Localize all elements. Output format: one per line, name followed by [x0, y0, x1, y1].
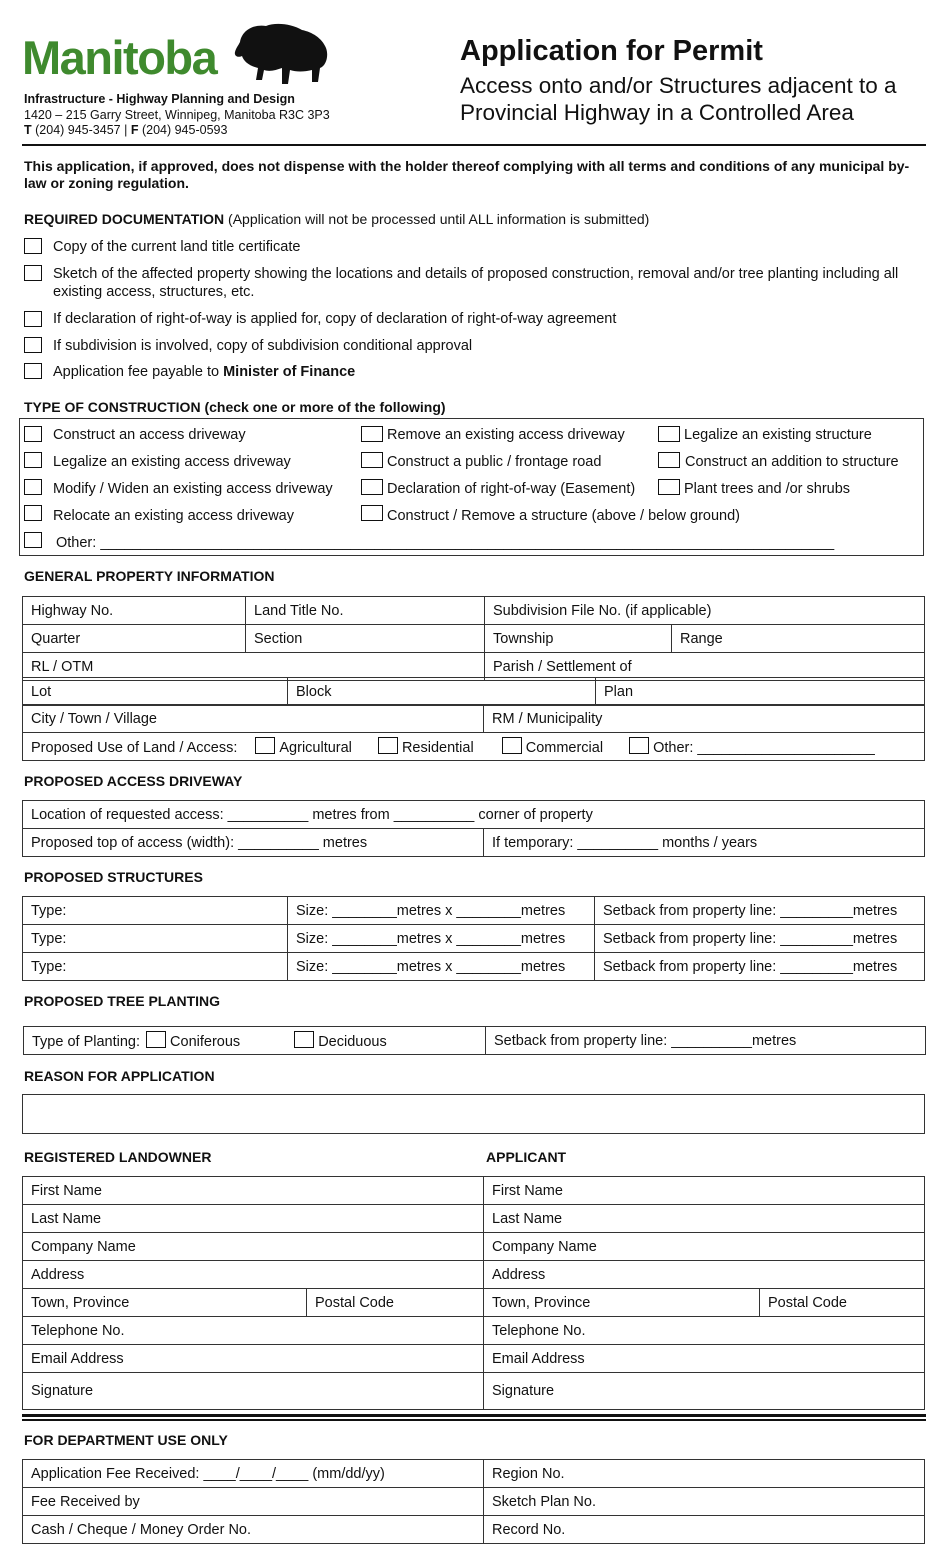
manitoba-logo-wordmark: Manitoba: [22, 31, 217, 84]
doc-item-fee: Application fee payable to Minister of Finance: [53, 364, 356, 380]
legal-notice: This application, if approved, does not dispense with the holder thereof complying with all terms and conditions of any municipal by-law or zoning regulation.: [24, 158, 910, 191]
construction-option: Relocate an existing access driveway: [53, 508, 294, 524]
construction-heading: TYPE OF CONSTRUCTION (check one or more of the following): [24, 399, 446, 415]
doc-item-subdivision: If subdivision is involved, copy of subdivision conditional approval: [53, 338, 473, 354]
checkbox-other[interactable]: [24, 532, 42, 548]
applicant-email[interactable]: Email Address: [484, 1345, 925, 1373]
structure-setback-field[interactable]: Setback from property line: _________metres: [595, 925, 925, 953]
structure-setback-field[interactable]: Setback from property line: _________metres: [595, 953, 925, 981]
property-heading: GENERAL PROPERTY INFORMATION: [24, 568, 275, 584]
planting-type-label: Type of Planting:: [32, 1034, 141, 1050]
construction-option: Plant trees and /or shrubs: [684, 481, 851, 497]
checkbox-easement[interactable]: [361, 479, 383, 495]
parish-field[interactable]: Parish / Settlement of: [485, 653, 925, 681]
form-title: Application for Permit: [460, 35, 763, 67]
property-table: [22, 596, 925, 681]
department-address: 1420 – 215 Garry Street, Winnipeg, Manitoba R3C 3P3: [24, 108, 330, 122]
landowner-signature[interactable]: Signature: [23, 1373, 484, 1410]
checkbox-subdivision[interactable]: [24, 337, 42, 353]
construction-option: Modify / Widen an existing access driveway: [53, 481, 333, 497]
header-divider: [22, 144, 926, 146]
checkbox-deciduous[interactable]: [294, 1031, 314, 1048]
construction-option: Declaration of right-of-way (Easement): [387, 481, 636, 497]
city-field[interactable]: City / Town / Village: [23, 705, 484, 733]
form-subtitle: Access onto and/or Structures adjacent to a Provincial Highway in a Controlled Area: [460, 73, 897, 125]
applicant-signature[interactable]: Signature: [484, 1373, 925, 1410]
dept-use-heading: FOR DEPARTMENT USE ONLY: [24, 1432, 228, 1448]
trees-setback-field[interactable]: Setback from property line: __________metres: [486, 1027, 926, 1055]
deciduous-label: Deciduous: [318, 1034, 387, 1050]
agricultural-label: Agricultural: [279, 740, 352, 756]
land-title-field[interactable]: Land Title No.: [246, 597, 485, 625]
construction-option: Construct an access driveway: [53, 427, 246, 443]
quarter-field[interactable]: Quarter: [23, 625, 246, 653]
checkbox-plant-trees[interactable]: [658, 479, 680, 495]
planting-type-row: [24, 1027, 486, 1055]
checkbox-legalize-structure[interactable]: [658, 426, 680, 442]
block-field[interactable]: Block: [288, 678, 596, 706]
rl-otm-field[interactable]: RL / OTM: [23, 653, 485, 681]
residential-label: Residential: [401, 740, 474, 756]
checkbox-modify-driveway[interactable]: [24, 479, 42, 495]
landowner-telephone[interactable]: Telephone No.: [23, 1317, 484, 1345]
checkbox-commercial[interactable]: [502, 737, 522, 754]
structure-type-field[interactable]: Type:: [23, 897, 288, 925]
fee-received-by-field[interactable]: Fee Received by: [23, 1488, 484, 1516]
section-divider: [22, 1419, 926, 1421]
applicant-town[interactable]: Town, Province: [484, 1289, 760, 1317]
construction-option: Construct / Remove a structure (above / below ground): [387, 508, 740, 524]
department-name: Infrastructure - Highway Planning and Design: [24, 92, 295, 106]
driveway-location-field[interactable]: Location of requested access: __________ metres from __________ corner of property: [23, 801, 925, 829]
applicant-postal[interactable]: Postal Code: [760, 1289, 925, 1317]
required-docs-heading: REQUIRED DOCUMENTATION (Application will not be processed until ALL information is submitted): [24, 211, 650, 227]
applicant-company[interactable]: Company Name: [484, 1233, 925, 1261]
proposed-use-label: Proposed Use of Land / Access:: [31, 740, 238, 756]
payment-number-field[interactable]: Cash / Cheque / Money Order No.: [23, 1516, 484, 1544]
range-field[interactable]: Range: [672, 625, 925, 653]
checkbox-right-of-way[interactable]: [24, 311, 42, 327]
structure-size-field[interactable]: Size: ________metres x ________metres: [288, 953, 595, 981]
landowner-first-name[interactable]: First Name: [23, 1177, 484, 1205]
structures-table: [22, 896, 925, 981]
region-no-field[interactable]: Region No.: [484, 1460, 925, 1488]
section-divider: [22, 1414, 926, 1417]
landowner-town[interactable]: Town, Province: [23, 1289, 307, 1317]
construction-option: Construct an addition to structure: [685, 454, 899, 470]
landowner-postal[interactable]: Postal Code: [307, 1289, 484, 1317]
fee-received-field[interactable]: Application Fee Received: ____/____/____ (mm/dd/yy): [23, 1460, 484, 1488]
trees-heading: PROPOSED TREE PLANTING: [24, 993, 221, 1009]
checkbox-fee[interactable]: [24, 363, 42, 379]
landowner-company[interactable]: Company Name: [23, 1233, 484, 1261]
driveway-temporary-field[interactable]: If temporary: __________ months / years: [484, 829, 925, 857]
section-field[interactable]: Section: [246, 625, 485, 653]
construction-option: Remove an existing access driveway: [387, 427, 625, 443]
record-no-field[interactable]: Record No.: [484, 1516, 925, 1544]
checkbox-residential[interactable]: [378, 737, 398, 754]
highway-no-field[interactable]: Highway No.: [23, 597, 246, 625]
plan-field[interactable]: Plan: [596, 678, 925, 706]
checkbox-land-title[interactable]: [24, 238, 42, 254]
proposed-use-row: [23, 733, 925, 761]
driveway-table: [22, 800, 925, 857]
trees-table: [23, 1026, 926, 1055]
landowner-last-name[interactable]: Last Name: [23, 1205, 484, 1233]
checkbox-legalize-driveway[interactable]: [24, 452, 42, 468]
reason-textarea[interactable]: [22, 1094, 925, 1134]
construction-option: Legalize an existing structure: [684, 427, 872, 443]
applicant-heading: APPLICANT: [486, 1149, 567, 1165]
applicant-address[interactable]: Address: [484, 1261, 925, 1289]
checkbox-remove-driveway[interactable]: [361, 426, 383, 442]
checkbox-relocate-driveway[interactable]: [24, 505, 42, 521]
checkbox-coniferous[interactable]: [146, 1031, 166, 1048]
dept-use-table: [22, 1459, 925, 1544]
driveway-width-field[interactable]: Proposed top of access (width): __________ metres: [23, 829, 484, 857]
doc-item-land-title: Copy of the current land title certificate: [53, 239, 301, 255]
landowner-heading: REGISTERED LANDOWNER: [24, 1149, 212, 1165]
department-contact: T (204) 945-3457 | F (204) 945-0593: [24, 123, 228, 137]
sketch-plan-field[interactable]: Sketch Plan No.: [484, 1488, 925, 1516]
applicant-last-name[interactable]: Last Name: [484, 1205, 925, 1233]
landowner-email[interactable]: Email Address: [23, 1345, 484, 1373]
property-table-city: [22, 704, 925, 761]
commercial-label: Commercial: [525, 740, 604, 756]
property-table-lot: [22, 677, 925, 706]
checkbox-agricultural[interactable]: [255, 737, 275, 754]
bison-logo-icon: [232, 22, 330, 88]
checkbox-addition[interactable]: [658, 452, 680, 468]
doc-item-right-of-way: If declaration of right-of-way is applied for, copy of declaration of right-of-way agreement: [53, 311, 617, 327]
construction-other-field[interactable]: Other: ___________________________________________________________________________________________: [56, 535, 835, 551]
structure-type-field[interactable]: Type:: [23, 953, 288, 981]
applicant-telephone[interactable]: Telephone No.: [484, 1317, 925, 1345]
doc-item-sketch: Sketch of the affected property showing the locations and details of proposed construction, removal and/or tree planting including all existing access, structures, etc.: [53, 266, 899, 300]
driveway-heading: PROPOSED ACCESS DRIVEWAY: [24, 773, 243, 789]
checkbox-construct-driveway[interactable]: [24, 426, 42, 442]
structure-size-field[interactable]: Size: ________metres x ________metres: [288, 897, 595, 925]
subdivision-file-field[interactable]: Subdivision File No. (if applicable): [485, 597, 925, 625]
checkbox-sketch[interactable]: [24, 265, 42, 281]
structure-type-field[interactable]: Type:: [23, 925, 288, 953]
reason-heading: REASON FOR APPLICATION: [24, 1068, 215, 1084]
landowner-address[interactable]: Address: [23, 1261, 484, 1289]
construction-option: Construct a public / frontage road: [387, 454, 602, 470]
structure-size-field[interactable]: Size: ________metres x ________metres: [288, 925, 595, 953]
contact-table: [22, 1176, 925, 1410]
checkbox-frontage-road[interactable]: [361, 452, 383, 468]
rm-field[interactable]: RM / Municipality: [484, 705, 925, 733]
use-other-field[interactable]: Other: ______________________: [653, 740, 875, 756]
structures-heading: PROPOSED STRUCTURES: [24, 869, 203, 885]
construction-option: Legalize an existing access driveway: [53, 454, 291, 470]
structure-setback-field[interactable]: Setback from property line: _________metres: [595, 897, 925, 925]
coniferous-label: Coniferous: [170, 1034, 241, 1050]
lot-field[interactable]: Lot: [23, 678, 288, 706]
checkbox-use-other[interactable]: [629, 737, 649, 754]
checkbox-structure[interactable]: [361, 505, 383, 521]
applicant-first-name[interactable]: First Name: [484, 1177, 925, 1205]
township-field[interactable]: Township: [485, 625, 672, 653]
